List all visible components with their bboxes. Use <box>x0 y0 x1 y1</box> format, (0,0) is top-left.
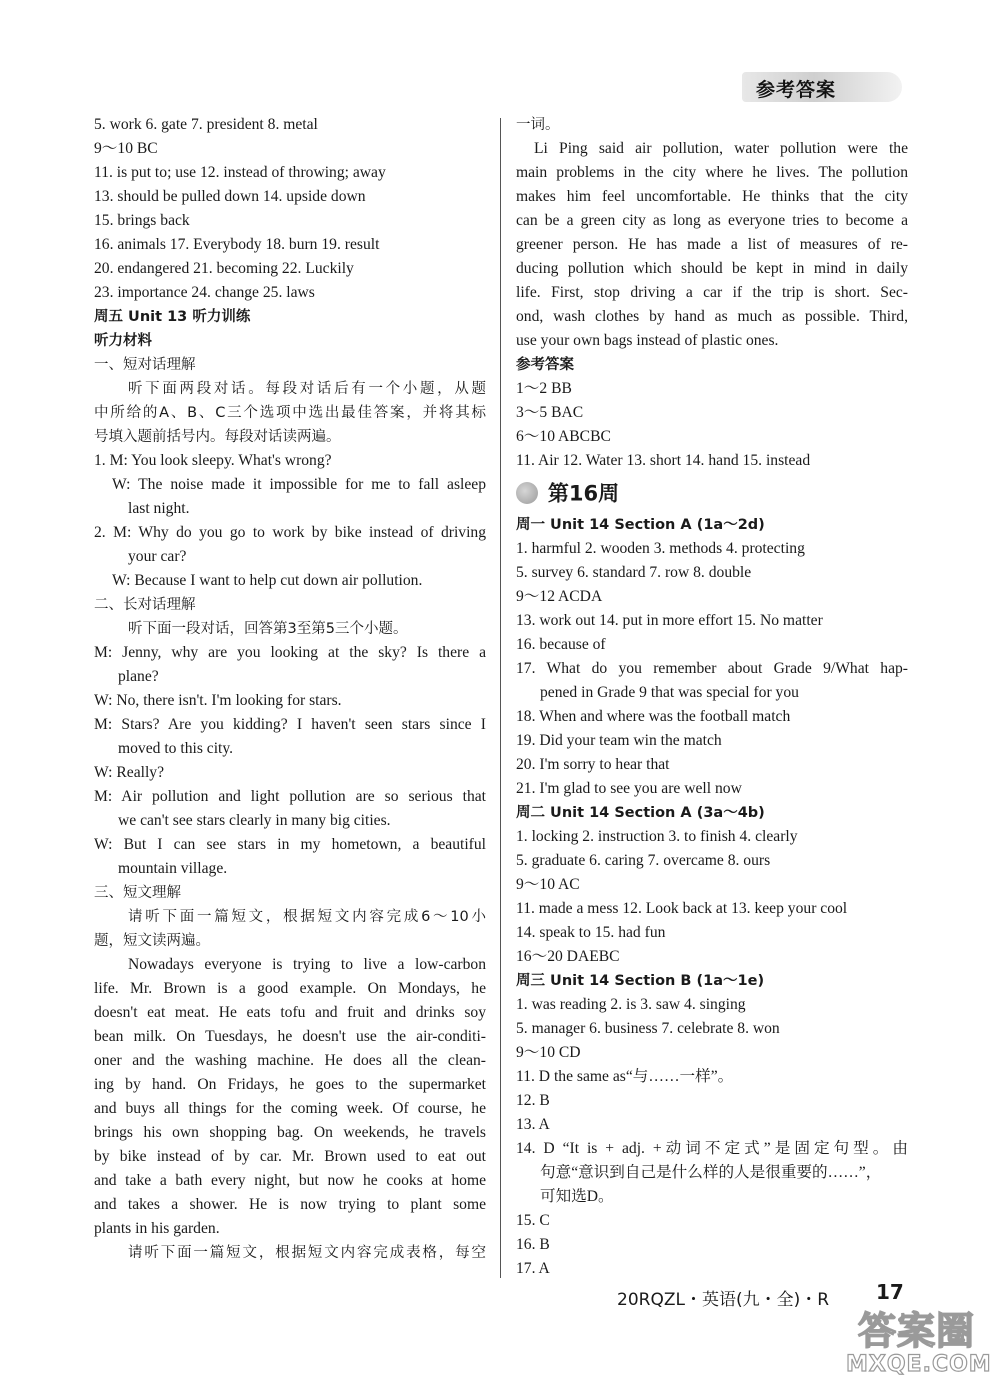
right-column-bottom-line: pened in Grade 9 that was special for you <box>540 684 799 701</box>
footer-code: 20RQZL・英语(九・全)・R <box>617 1290 830 1310</box>
left-column-line: moved to this city. <box>118 740 234 757</box>
left-column-line: doesn't eat meat. He eats tofu and fruit and drinks soy <box>94 1004 486 1021</box>
right-column-bottom-line: 19. Did your team win the match <box>516 732 722 749</box>
right-column-top-line: 6～10 ABCBC <box>516 428 611 445</box>
left-column-line: 11. is put to; use 12. instead of throwing; away <box>94 164 386 181</box>
week-heading-text: 第16周 <box>547 481 620 506</box>
left-column-line: and buys all things for the coming week. Of course, he <box>94 1100 486 1117</box>
left-column-line: 周五 Unit 13 听力训练 <box>94 309 251 325</box>
right-column-bottom-line: 9～12 ACDA <box>516 588 603 605</box>
watermark-stamp: 答案圈 <box>858 1309 976 1353</box>
right-column-bottom-line: 21. I'm glad to see you are well now <box>516 780 742 797</box>
left-column-line: 15. brings back <box>94 212 190 229</box>
page-number: 17 <box>876 1280 904 1304</box>
right-column-top <box>516 113 908 473</box>
header-badge-label: 参考答案 <box>756 79 837 101</box>
right-column-top-line: main problems in the city where he lives. The pollution <box>516 164 908 181</box>
left-column-line: 听下面一段对话，回答第3至第5三个小题。 <box>128 621 408 637</box>
left-column-line: and take a bath every night, but now he cooks at home <box>94 1172 486 1189</box>
left-column-line: 9～10 BC <box>94 140 158 157</box>
left-column-line: we can't see stars clearly in many big cities. <box>118 812 391 829</box>
left-column-line: 二、长对话理解 <box>94 597 196 613</box>
right-column-bottom-line: 11. D the same as“与……一样”。 <box>516 1068 734 1085</box>
left-column-line: last night. <box>128 500 190 517</box>
left-column-line: W: Because I want to help cut down air pollution. <box>112 572 423 589</box>
right-column-bottom-line: 17. A <box>516 1260 550 1277</box>
left-column-line: oner and the washing machine. He does all the clean- <box>94 1052 486 1069</box>
left-column-line: 题，短文读两遍。 <box>94 933 210 949</box>
right-column <box>516 113 908 1281</box>
right-column-bottom-line: 周三 Unit 14 Section B (1a～1e) <box>516 973 765 989</box>
right-column-bottom-line: 13. A <box>516 1116 550 1133</box>
column-divider <box>500 118 501 1278</box>
left-column <box>94 113 486 1265</box>
right-column-top-line: life. First, stop driving a car if the trip is short. Sec- <box>516 284 908 301</box>
right-column-bottom-line: 11. made a mess 12. Look back at 13. keep your cool <box>516 900 848 917</box>
right-column-bottom-line: 1. harmful 2. wooden 3. methods 4. protecting <box>516 540 805 557</box>
right-column-bottom-line: 16～20 DAEBC <box>516 948 620 965</box>
left-column-line: 请听下面一篇短文，根据短文内容完成6～10小 <box>128 909 486 925</box>
left-column-line: 5. work 6. gate 7. president 8. metal <box>94 116 318 133</box>
left-column-line: 中所给的A、B、C三个选项中选出最佳答案，并将其标 <box>94 405 486 421</box>
right-column-bottom-line: 17. What do you remember about Grade 9/What hap- <box>516 660 908 677</box>
left-column-line: mountain village. <box>118 860 228 877</box>
right-column-bottom-line: 18. When and where was the football match <box>516 708 791 725</box>
right-column-bottom-line: 可知选D。 <box>540 1188 614 1205</box>
right-column-bottom-line: 14. speak to 15. had fun <box>516 924 666 941</box>
right-column-top-line: Li Ping said air pollution, water pollution were the <box>534 140 908 157</box>
left-column-line: M: Air pollution and light pollution are so serious that <box>94 788 486 805</box>
left-column-line: 号填入题前括号内。每段对话读两遍。 <box>94 429 341 445</box>
right-column-bottom-line: 12. B <box>516 1092 550 1109</box>
right-column-bottom-line: 9～10 AC <box>516 876 580 893</box>
right-column-bottom-line: 16. B <box>516 1236 550 1253</box>
left-column-line: 1. M: You look sleepy. What's wrong? <box>94 452 332 469</box>
right-column-top-line: 1～2 BB <box>516 380 572 397</box>
right-column-bottom-line: 1. was reading 2. is 3. saw 4. singing <box>516 996 746 1013</box>
left-column-line: 三、短文理解 <box>94 885 181 901</box>
right-column-bottom-line: 13. work out 14. put in more effort 15. No matter <box>516 612 823 629</box>
left-column-line: by bike instead of by car. Mr. Brown used to eat out <box>94 1148 486 1165</box>
right-column-bottom-line: 周二 Unit 14 Section A (3a～4b) <box>516 805 765 821</box>
left-column-line: 听下面两段对话。每段对话后有一个小题，从题 <box>128 381 486 397</box>
watermark-site: MXQE.COM <box>846 1352 992 1377</box>
right-column-bottom-line: 句意“意识到自己是什么样的人是很重要的……”， <box>540 1164 882 1181</box>
right-column-bottom-line: 9～10 CD <box>516 1044 581 1061</box>
left-column-line: Nowadays everyone is trying to live a low-carbon <box>128 956 486 973</box>
right-column-bottom-line: 5. survey 6. standard 7. row 8. double <box>516 564 752 581</box>
left-column-line: W: Really? <box>94 764 164 781</box>
right-column-top-line: 一词。 <box>516 117 560 133</box>
right-column-top-line: can be a green city as long as everyone tries to become a <box>516 212 908 229</box>
left-column-line: 13. should be pulled down 14. upside down <box>94 188 366 205</box>
right-column-bottom-line: 14. D “It is + adj. +动词不定式”是固定句型。由 <box>516 1140 908 1157</box>
right-column-bottom-line: 15. C <box>516 1212 550 1229</box>
right-column-bottom-line: 周一 Unit 14 Section A (1a～2d) <box>516 517 765 533</box>
right-column-bottom-line: 20. I'm sorry to hear that <box>516 756 670 773</box>
left-column-line: 23. importance 24. change 25. laws <box>94 284 315 301</box>
right-column-top-line: 3～5 BAC <box>516 404 584 421</box>
week-heading <box>516 473 908 513</box>
left-column-line: W: No, there isn't. I'm looking for stars. <box>94 692 342 709</box>
right-column-top-line: 11. Air 12. Water 13. short 14. hand 15. instead <box>516 452 811 469</box>
left-column-line: 16. animals 17. Everybody 18. burn 19. result <box>94 236 380 253</box>
week-heading-icon <box>516 482 538 504</box>
left-column-line: life. Mr. Brown is a good example. On Mondays, he <box>94 980 486 997</box>
left-column-line: plane? <box>118 668 159 685</box>
right-column-top-line: ond, wash clothes by hand as much as possible. Third, <box>516 308 908 325</box>
right-column-bottom-line: 1. locking 2. instruction 3. to finish 4. clearly <box>516 828 798 845</box>
right-column-bottom <box>516 513 908 1281</box>
right-column-top-line: ducing pollution which should be kept in mind in daily <box>516 260 908 277</box>
watermark-logo <box>838 1300 992 1385</box>
right-column-bottom-line: 16. because of <box>516 636 606 653</box>
right-column-bottom-line: 5. manager 6. business 7. celebrate 8. won <box>516 1020 780 1037</box>
left-column-line: 听力材料 <box>94 333 152 349</box>
left-column-line: brings his own shopping bag. On weekends, he travels <box>94 1124 486 1141</box>
left-column-line: 一、短对话理解 <box>94 357 196 373</box>
right-column-top-line: use your own bags instead of plastic ones. <box>516 332 779 349</box>
left-column-line: and takes a shower. He is now trying to plant some <box>94 1196 486 1213</box>
right-column-top-line: makes him feel uncomfortable. He thinks that the city <box>516 188 908 205</box>
left-column-line: your car? <box>128 548 187 565</box>
left-column-line: 2. M: Why do you go to work by bike instead of driving <box>94 524 486 541</box>
left-column-line: M: Jenny, why are you looking at the sky? Is there a <box>94 644 486 661</box>
left-column-line: 20. endangered 21. becoming 22. Luckily <box>94 260 354 277</box>
left-column-line: W: The noise made it impossible for me to fall asleep <box>112 476 486 493</box>
right-column-bottom-line: 5. graduate 6. caring 7. overcame 8. ours <box>516 852 771 869</box>
left-column-line: bean milk. On Tuesdays, he doesn't use the air-conditi- <box>94 1028 486 1045</box>
right-column-top-line: greener person. He has made a list of measures of re- <box>516 236 908 253</box>
left-column-line: ing by hand. On Fridays, he goes to the supermarket <box>94 1076 486 1093</box>
left-column-line: W: But I can see stars in my hometown, a beautiful <box>94 836 486 853</box>
right-column-top-line: 参考答案 <box>516 357 574 373</box>
left-column-line: M: Stars? Are you kidding? I haven't seen stars since I <box>94 716 486 733</box>
left-column-line: plants in his garden. <box>94 1220 220 1237</box>
answer-key-header-badge <box>742 72 902 102</box>
left-column-line: 请听下面一篇短文，根据短文内容完成表格，每空 <box>128 1245 486 1261</box>
